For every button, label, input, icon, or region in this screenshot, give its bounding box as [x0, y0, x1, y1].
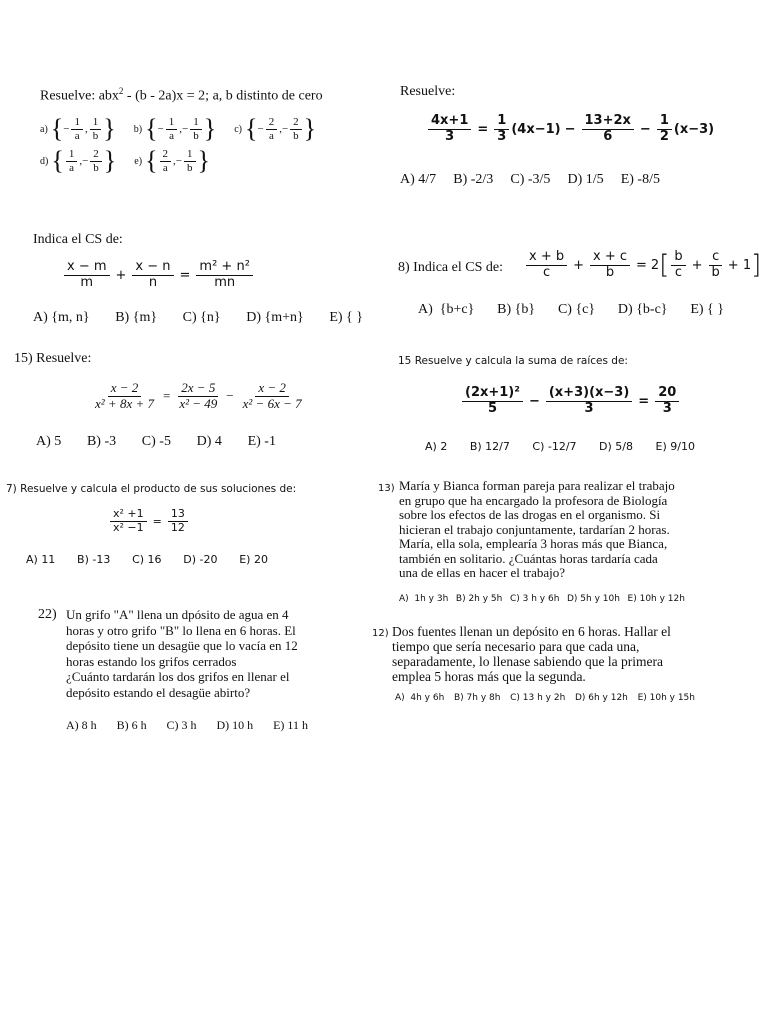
- option-c: C) -12/7: [532, 440, 577, 453]
- option-a: A) 11: [26, 553, 56, 566]
- option-c: C) {c}: [557, 302, 596, 317]
- option-b: B) {m}: [115, 310, 158, 325]
- option-d: D) 5/8: [599, 440, 634, 453]
- fraction: $\frac{x - m}{m}$: [64, 260, 110, 291]
- option-d: D) 4: [196, 434, 222, 449]
- problem-cs-mn-heading: Indica el CS de:: [33, 232, 123, 247]
- answer-options-row-1: [40, 116, 370, 142]
- option-a: A) 2: [425, 440, 448, 453]
- text-line: también en solitario. ¿Cuántas horas tardaría cada: [399, 550, 658, 566]
- option-e: E) { }: [690, 302, 724, 317]
- option-e: E) 10h y 12h: [627, 594, 685, 604]
- fraction: $\frac{x - 2}{\text{x² − 6x − 7}}$: [242, 380, 302, 411]
- equation-cs-bc: $\frac{x + b}{c}$ + $\frac{x + c}{b}$ = 2 [ $\frac{b}{c}$ + $\frac{c}{b}$ + 1 ]: [524, 250, 761, 281]
- answer-options: [418, 302, 724, 318]
- text-line: depósito estando el desagüe abirto?: [66, 684, 251, 700]
- option-d: D) {m+n}: [246, 310, 304, 325]
- option-label: d): [40, 155, 49, 167]
- option-a: A) 5: [36, 434, 62, 449]
- answer-options: [36, 434, 276, 450]
- text-line: ¿Cuánto tardarán los dos grifos en llenar el: [66, 669, 290, 685]
- option-e: E) 20: [239, 553, 268, 566]
- fraction: $\frac{20}{3}$: [655, 386, 679, 417]
- text-line: horas y otro grifo "B" lo llena en 6 horas. El: [66, 622, 296, 638]
- fraction: $\frac{x - 2}{\text{x² + 8x + 7}}$: [95, 380, 154, 411]
- answer-options: [400, 172, 660, 188]
- text-line: Dos fuentes llenan un depósito en 6 horas. Hallar el: [392, 624, 671, 639]
- option-a: A) 4/7: [400, 172, 437, 187]
- text-line: tiempo que sería necesario para que cada una,: [392, 639, 640, 654]
- option-a: a) { − $\frac{1}{a}$ , $\frac{1}{b}$ }: [40, 114, 116, 144]
- option-d: D) 1/5: [567, 172, 604, 187]
- heading-text: Resuelve: abx: [40, 88, 119, 104]
- option-c: C) 13 h y 2h: [510, 693, 566, 703]
- option-d: d) { $\frac{1}{a}$ , − $\frac{2}{b}$ }: [40, 146, 117, 176]
- paren-term: (x−3): [673, 121, 715, 137]
- answer-options: [425, 440, 695, 453]
- option-d: D) 10 h: [216, 718, 254, 732]
- fraction: $\frac{2x - 5}{\text{x² − 49}}$: [179, 380, 218, 411]
- option-c: C) 16: [132, 553, 162, 566]
- answer-options: [33, 310, 363, 326]
- option-b: b) { − $\frac{1}{a}$ , − $\frac{1}{b}$ }: [133, 114, 217, 144]
- fraction: $\frac{\text{m² + n²}}{mn}$: [196, 260, 252, 291]
- option-c: C) -5: [141, 434, 171, 449]
- option-c: C) 3 h y 6h: [509, 594, 560, 604]
- text-line: emplea 5 horas más que la segunda.: [392, 669, 586, 684]
- option-b: B) -13: [77, 553, 111, 566]
- option-c: C) 3 h: [166, 718, 197, 732]
- option-e: E) -8/5: [620, 172, 660, 187]
- answer-options: [66, 718, 308, 733]
- option-b: B) -3: [86, 434, 117, 449]
- option-label: e): [134, 155, 143, 167]
- text-line: depósito tiene un desagüe que lo vacía en 12: [66, 638, 298, 654]
- text-line: hicieran el trabajo conjuntamente, tardarían 2 horas.: [399, 521, 670, 537]
- option-e: E) { }: [329, 310, 363, 325]
- fraction: $\frac{x - n}{n}$: [132, 260, 173, 291]
- text-line: en grupo que ha encargado la profesora de Biología: [399, 492, 668, 508]
- answer-options-row-2: [40, 148, 370, 174]
- option-e: E) -1: [247, 434, 276, 449]
- option-c: C) {n}: [182, 310, 221, 325]
- answer-options: [395, 693, 695, 703]
- equation-mn: $\frac{x - m}{m}$ + $\frac{x - n}{n}$ = $\frac{\text{m² + n²}}{mn}$: [62, 260, 255, 291]
- answer-options: [26, 553, 268, 566]
- problem-quadratic-abx: [40, 86, 370, 105]
- fraction: $\frac{13}{12}$: [168, 508, 188, 534]
- option-label: a): [40, 123, 48, 135]
- option-b: B) 6 h: [116, 718, 147, 732]
- paren-term: (4x−1): [511, 121, 561, 137]
- option-e: E) 9/10: [655, 440, 695, 453]
- option-label: b): [133, 123, 143, 135]
- text-line: sobre los efectos de las drogas en el organismo. Si: [399, 507, 661, 522]
- text-line: María, ella sola, emplearía 3 horas más que Bianca,: [399, 536, 668, 551]
- equation-roots: $\frac{\text{(2x+1)²}}{5}$ − $\frac{(x+3)(x-3)}{3}$ = $\frac{20}{3}$: [460, 386, 681, 417]
- text-line: Un grifo "A" llena un dpósito de agua en 4: [66, 607, 289, 622]
- equation-product: $\frac{\text{x² +1}}{\text{x² −1}}$ = $\frac{13}{12}$: [108, 508, 190, 534]
- fraction: $\frac{x + c}{b}$: [590, 250, 630, 281]
- fraction: $\frac{1}{2}$: [657, 114, 672, 145]
- option-a: A) {m, n}: [33, 310, 90, 325]
- problem-15-heading: 15) Resuelve:: [14, 351, 92, 366]
- fraction: $\frac{\text{(2x+1)²}}{5}$: [462, 386, 523, 417]
- fraction: $\frac{4x+1}{3}$: [428, 114, 471, 145]
- problem-13-text: [399, 479, 706, 581]
- option-e: E) 11 h: [273, 718, 308, 732]
- fraction: $\frac{1}{3}$: [494, 114, 509, 145]
- option-b: B) -2/3: [453, 172, 494, 187]
- option-e: e) { $\frac{2}{a}$ , − $\frac{1}{b}$ }: [134, 146, 210, 176]
- option-a: A) 4h y 6h: [395, 693, 445, 703]
- option-b: B) 2h y 5h: [455, 594, 503, 604]
- fraction: $\frac{\text{x² +1}}{\text{x² −1}}$: [110, 508, 147, 534]
- option-d: D) 6h y 12h: [574, 693, 628, 703]
- option-c: c) { − $\frac{2}{a}$ , − $\frac{2}{b}$ }: [234, 114, 317, 144]
- problem-7-heading: 7) Resuelve y calcula el producto de sus soluciones de:: [6, 483, 297, 495]
- coefficient: 2: [650, 257, 660, 273]
- fraction: $\frac{(x+3)(x-3)}{3}$: [546, 386, 632, 417]
- fraction: $\frac{b}{c}$: [671, 250, 685, 281]
- fraction: $\frac{c}{b}$: [709, 250, 723, 281]
- option-b: B) {b}: [497, 302, 536, 317]
- option-d: D) -20: [183, 553, 218, 566]
- problem-12-number: 12): [372, 628, 389, 639]
- option-a: A) {b+c}: [418, 302, 475, 317]
- option-b: B) 7h y 8h: [453, 693, 501, 703]
- answer-options: [399, 594, 685, 604]
- problem-heading: [40, 86, 370, 105]
- problem-linear-heading: Resuelve:: [400, 84, 456, 99]
- heading-text-end: - (b - 2a)x = 2; a, b distinto de cero: [123, 88, 323, 104]
- option-b: B) 12/7: [469, 440, 510, 453]
- text-line: horas estando los grifos cerrados: [66, 653, 237, 669]
- problem-15-roots-heading: 15 Resuelve y calcula la suma de raíces de:: [398, 355, 628, 367]
- text-line: una de ellas en hacer el trabajo?: [399, 565, 566, 580]
- fraction: $\frac{13+2x}{6}$: [582, 114, 634, 145]
- problem-22-text: [66, 607, 326, 701]
- problem-13-number: 13): [378, 483, 395, 494]
- heading-exponent: 2: [118, 86, 124, 96]
- equation-linear: $\frac{4x+1}{3}$ = $\frac{1}{3}$ (4x−1) − $\frac{13+2x}{6}$ − $\frac{1}{2}$ (x−3): [426, 114, 714, 145]
- equation-rational: $\frac{x - 2}{\text{x² + 8x + 7}}$ = $\frac{2x - 5}{\text{x² − 49}}$ − $\frac{x - 2}{\text{x² − 6x − 7}}$: [90, 381, 307, 412]
- option-d: D) 5h y 10h: [567, 594, 620, 604]
- option-d: D) {b-c}: [617, 302, 668, 317]
- option-c: C) -3/5: [510, 172, 551, 187]
- fraction: $\frac{x + b}{c}$: [526, 250, 567, 281]
- option-a: A) 8 h: [66, 718, 97, 732]
- option-label: c): [234, 123, 242, 135]
- constant-term: + 1: [727, 257, 752, 273]
- problem-8-heading: 8) Indica el CS de:: [398, 260, 503, 275]
- option-e: E) 10h y 15h: [637, 693, 695, 703]
- text-line: separadamente, lo llenase sabiendo que la primera: [392, 654, 664, 669]
- text-line: María y Bianca forman pareja para realizar el trabajo: [399, 478, 675, 493]
- option-a: A) 1h y 3h: [399, 594, 449, 604]
- problem-12-text: [392, 624, 718, 684]
- problem-22-number: 22): [38, 607, 57, 622]
